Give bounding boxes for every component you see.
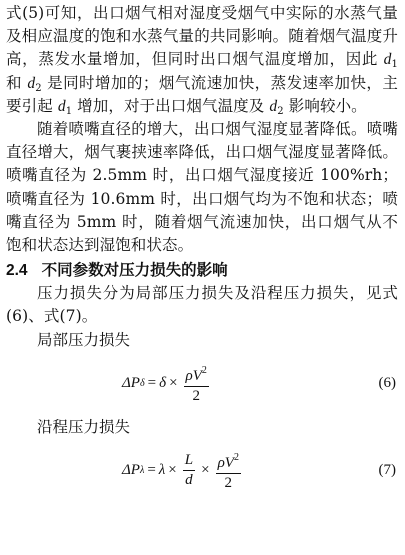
symbol-d: d <box>57 97 66 115</box>
paragraph-text: 压力损失分为局部压力损失及沿程压力损失，见式(6)、式(7)。 <box>6 284 398 326</box>
coefficient: λ <box>158 462 166 479</box>
paragraph-text: 随着喷嘴直径的增大，出口烟气湿度显著降低。喷嘴直径增大，烟气裹挟速率降低，出口烟气湿度显著降低。喷嘴直径为 2.5mm 时，出口烟气湿度接近 100%rh；喷嘴直径为 10.6mm 时，出口烟气均为不饱和状态；喷嘴直径为 5mm 时，随着烟气流速加快，出口烟气从不饱和状态达到湿饱和状态。 <box>6 120 398 255</box>
local-loss-label: 局部压力损失 <box>37 330 131 349</box>
text-run: 增加，对于出口烟气温度及 <box>72 96 270 115</box>
times-sign: × <box>201 462 210 479</box>
paragraph-nozzle-diameter <box>6 118 398 257</box>
lhs-symbol: ΔP <box>122 462 140 479</box>
subscript: 1 <box>65 105 73 117</box>
section-number: 2.4 <box>6 262 28 280</box>
paragraph-humidity-factors <box>6 2 398 118</box>
paper-page <box>6 2 398 503</box>
subscript: 2 <box>35 82 42 94</box>
paragraph-pressure-loss-intro <box>6 282 398 328</box>
equation-number: (6) <box>378 375 396 392</box>
symbol-d: d <box>383 51 392 69</box>
numerator-text: ρV <box>185 368 202 385</box>
friction-loss-label: 沿程压力损失 <box>37 417 131 436</box>
fraction-denominator: 2 <box>192 388 200 405</box>
times-sign: × <box>169 375 178 392</box>
fraction <box>216 448 241 493</box>
coefficient: δ <box>159 375 167 392</box>
paragraph-text <box>6 2 398 118</box>
times-sign: × <box>168 462 177 479</box>
text-run: 影响较小。 <box>283 96 367 115</box>
text-run: 式(5)可知，出口烟气相对湿度受烟气中实际的水蒸气量及相应温度的饱和水蒸气量的共同影响。随着烟气温度升高，蒸发水量增加，但同时出口烟气温度增加，因此 <box>6 4 398 69</box>
numerator-text: ρV <box>217 455 234 472</box>
equation-expression: ΔP δ = δ × $\frac{\rho V^2}{2}$ <box>122 352 212 416</box>
text-run: 是同时增加的；烟气流速加快，蒸发速率加快，主要引起 <box>6 73 398 115</box>
equation-expression: ΔP λ = λ × $\frac{L}{d}$ × $\frac{\rho V^2}{2}$ <box>122 439 244 503</box>
lhs-symbol: ΔP <box>122 375 140 392</box>
symbol-d: d <box>269 97 278 115</box>
fraction-numerator: L <box>184 452 194 469</box>
section-title: 不同参数对压力损失的影响 <box>41 261 228 280</box>
fraction-denominator: 2 <box>224 475 232 492</box>
superscript: 2 <box>233 452 239 464</box>
superscript: 2 <box>201 365 207 377</box>
symbol-d: d <box>27 74 36 92</box>
subscript: 1 <box>391 59 398 71</box>
fraction <box>184 361 209 406</box>
equation-6 <box>6 352 398 416</box>
equals-sign: = <box>147 375 157 392</box>
section-heading <box>6 259 398 282</box>
fraction-numerator <box>216 448 241 473</box>
fraction-denominator: d <box>185 472 193 489</box>
equation-7 <box>6 439 398 503</box>
equation-number: (7) <box>378 462 396 479</box>
fraction-numerator <box>184 361 209 386</box>
equals-sign: = <box>147 462 156 479</box>
subscript: 2 <box>277 105 284 117</box>
fraction <box>183 451 195 490</box>
text-run: 和 <box>6 73 28 92</box>
